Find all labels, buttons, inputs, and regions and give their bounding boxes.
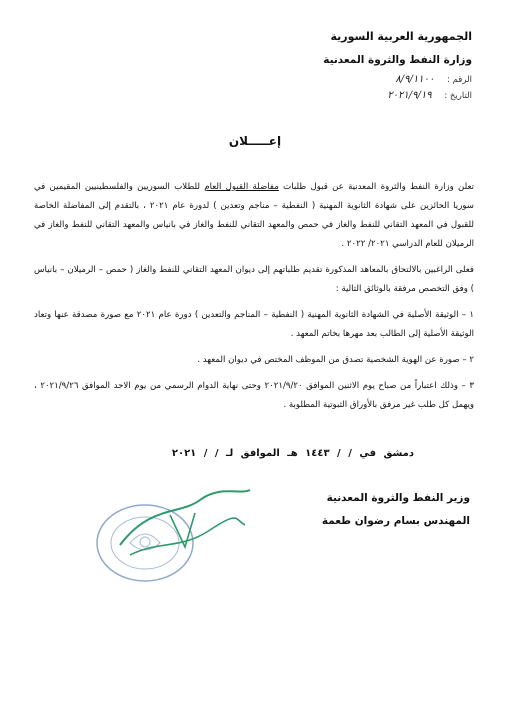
announcement-title: إعـــــلان xyxy=(228,134,282,148)
date-value: ٢٠٢١/٩/١٩ xyxy=(387,90,432,101)
issue-date-line: دمشق في / / ١٤٤٣ هـ الموافق لـ / / ٢٠٢١ xyxy=(171,448,414,459)
republic-name: الجمهورية العربية السورية xyxy=(330,30,472,43)
signature-block xyxy=(322,492,470,527)
minister-name: المهندس بسام رضوان طعمة xyxy=(321,515,470,527)
paragraph-item-3: ٣ – وذلك اعتباراً من صباح يوم الاثنين الموافق ٢٠٢١/٩/٢٠ وحتى نهاية الدوام الرسمي من يوم الاحد الموافق ٢٠٢١/٩/٢٦ ، ويهمل كل طلب غير مرفق بالأوراق الثبوتية المطلوبة . xyxy=(34,381,474,410)
intro-text-c: للطلاب السوريين والفلسطينيين المقيمين في سوريا الحائزين على شهادة الثانوية المهنية ( النفطية – مناجم وتعدين ) لدورة عام ٢٠٢١ ، بالتقدم إلى المفاضلة الخاصة للقبول في المعهد التقاني للنفط والغاز في حمص والمعهد التقاني للنفط والغاز في بانياس والمعهد التقاني للنفط والغاز في الرميلان للعام الدراسي ٢٠٢١/ ٢٠٢٢ . xyxy=(34,182,474,249)
paragraph-item-2: ٢ – صورة عن الهوية الشخصية تصدق من الموظف المختص في ديوان المعهد . xyxy=(197,355,474,365)
reference-number-row xyxy=(272,72,472,88)
number-label: الرقم : xyxy=(447,75,472,85)
paragraph-requirements: فعلى الراغبين بالالتحاق بالمعاهد المذكورة تقديم طلباتهم إلى ديوان المعهد التقاني للنفط والغاز ( حمص – الرميلان – بانياس ) وفق التخصص مرفقة بالوثائق التالية : xyxy=(34,265,474,294)
date-row xyxy=(272,88,472,104)
announcement-body xyxy=(34,178,474,422)
intro-text-underlined: مفاضلة القبول العام xyxy=(204,182,279,192)
ministry-name: وزارة النفط والثروة المعدنية xyxy=(323,54,472,66)
minister-title: وزير النفط والثروة المعدنية xyxy=(326,492,470,504)
number-value: ٨/٩/١١٠٠ xyxy=(395,74,435,85)
letterhead xyxy=(272,30,472,104)
handwritten-signature-icon xyxy=(110,485,260,565)
paragraph-item-1: ١ – الوثيقة الأصلية في الشهادة الثانوية المهنية ( النفطية – المناجم والتعدين ) دورة عام ٢٠٢١ مع صورة مصدقة عنها وتعاد الوثيقة الأصلية إلى الطالب بعد مهرها بخاتم المعهد . xyxy=(34,310,474,339)
paragraph-intro xyxy=(34,178,474,254)
date-label: التاريخ : xyxy=(444,91,472,101)
intro-text-a: تعلن وزارة النفط والثروة المعدنية عن قبول طلبات xyxy=(278,182,474,192)
